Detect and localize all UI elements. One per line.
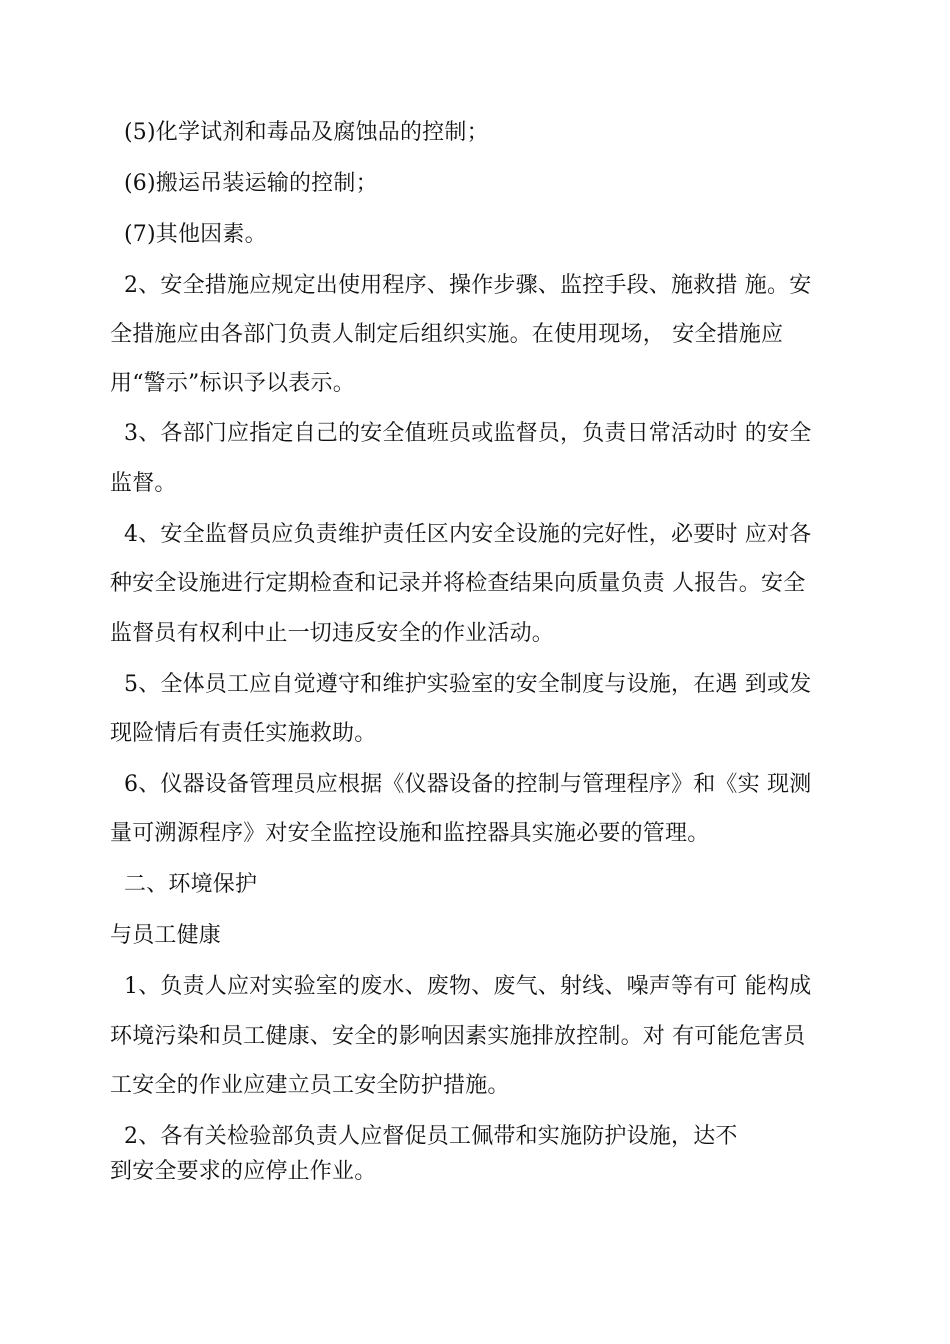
text-line: 用“警示”标识予以表示。 xyxy=(110,371,355,396)
text-line: 种安全设施进行定期检查和记录并将检查结果向质量负责 人报告。安全 xyxy=(110,571,806,596)
text-line: 3、各部门应指定自己的安全值班员或监督员，负责日常活动时 的安全 xyxy=(124,421,812,446)
text-line: 全措施应由各部门负责人制定后组织实施。在使用现场， 安全措施应 xyxy=(110,322,784,347)
text-line: (6)搬运吊装运输的控制； xyxy=(124,171,378,196)
text-line: 监督员有权利中止一切违反安全的作业活动。 xyxy=(110,621,555,646)
text-line: 量可溯源程序》对安全监控设施和监控器具实施必要的管理。 xyxy=(110,821,710,846)
section-heading: 二、环境保护 xyxy=(124,872,258,897)
text-line: 现险情后有责任实施救助。 xyxy=(110,721,377,746)
text-line: 1、负责人应对实验室的废水、废物、废气、射线、噪声等有可 能构成 xyxy=(124,974,812,999)
text-line: 2、安全措施应规定出使用程序、操作步骤、监控手段、施救措 施。安 xyxy=(124,273,812,298)
text-line: 6、仪器设备管理员应根据《仪器设备的控制与管理程序》和《实 现测 xyxy=(124,772,812,797)
text-line: 环境污染和员工健康、安全的影响因素实施排放控制。对 有可能危害员 xyxy=(110,1024,806,1049)
section-heading-continuation: 与员工健康 xyxy=(110,923,222,948)
text-line: (5)化学试剂和毒品及腐蚀品的控制； xyxy=(124,120,489,145)
text-line: 4、安全监督员应负责维护责任区内安全设施的完好性，必要时 应对各 xyxy=(124,522,812,547)
text-line: 到安全要求的应停止作业。 xyxy=(110,1159,377,1184)
text-line: 2、各有关检验部负责人应督促员工佩带和实施防护设施，达不 xyxy=(124,1124,738,1149)
text-line: 监督。 xyxy=(110,471,177,496)
text-line: 5、全体员工应自觉遵守和维护实验室的安全制度与设施，在遇 到或发 xyxy=(124,672,812,697)
text-line: (7)其他因素。 xyxy=(124,222,267,247)
text-line: 工安全的作业应建立员工安全防护措施。 xyxy=(110,1073,510,1098)
